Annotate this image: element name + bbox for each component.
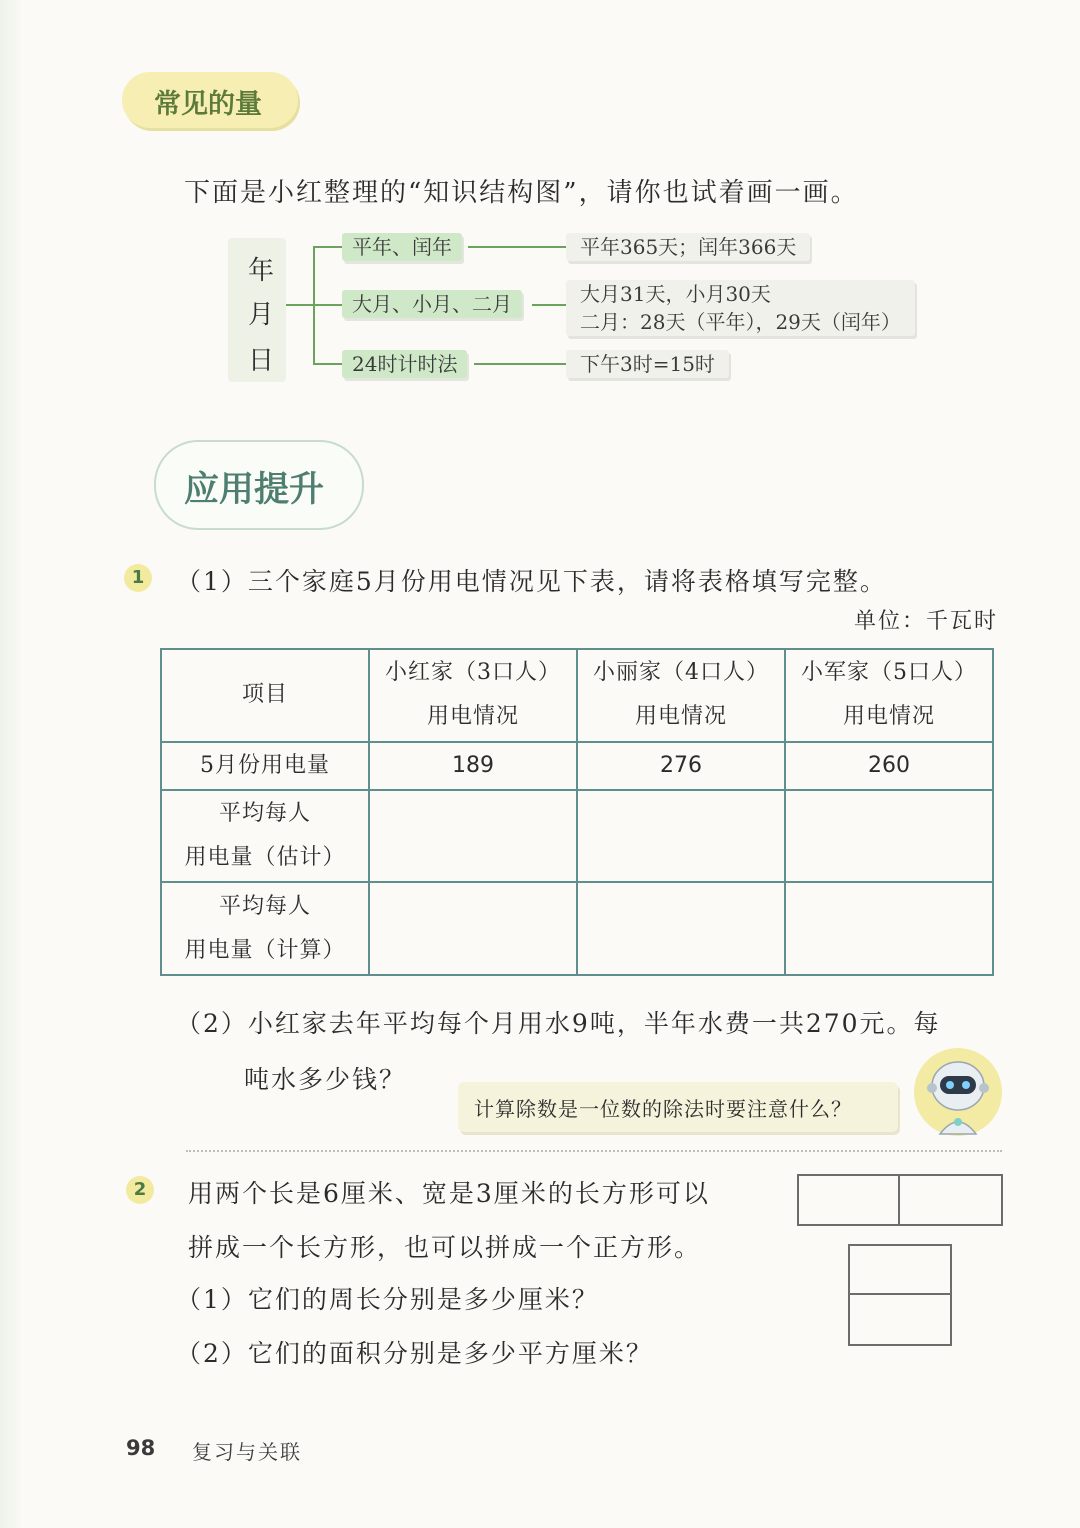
- table-row: [161, 742, 993, 790]
- table-cell-value: 276: [577, 742, 785, 790]
- combined-rectangle-figure: [797, 1174, 1003, 1226]
- section-title: 应用提升: [184, 470, 325, 510]
- intro-text: 下面是小红整理的“知识结构图”，请你也试着画一画。: [184, 178, 859, 208]
- map-leaf-days-in-year: [566, 233, 810, 261]
- connector-line: [468, 246, 568, 248]
- figure-divider: [848, 1293, 950, 1295]
- table-cell-value: 189: [369, 742, 577, 790]
- q1-part2-line1: （2）小红家去年平均每个月用水9吨，半年水费一共270元。每: [176, 1009, 941, 1038]
- connector-line: [286, 304, 314, 306]
- connector-line: [313, 304, 343, 306]
- map-node-24h: 24时计时法: [342, 350, 467, 378]
- row-label-line: 平均每人: [218, 801, 311, 827]
- row-label-line: 用电量（计算）: [184, 937, 346, 963]
- row-label-line: 用电量（估计）: [184, 845, 346, 871]
- hint-text: 计算除数是一位数的除法时要注意什么？: [474, 1097, 852, 1121]
- row-label-line: 平均每人: [218, 893, 311, 919]
- hint-speech-bubble: [458, 1082, 898, 1132]
- column-family: 小红家（3口人）: [385, 660, 561, 686]
- figure-divider: [898, 1174, 900, 1224]
- table-row: [161, 882, 993, 975]
- row-label: [161, 882, 369, 975]
- map-leaf-text: 平年365天；闰年366天: [580, 235, 797, 259]
- page-footer-section: 复习与关联: [192, 1440, 302, 1464]
- page-number: 98: [126, 1436, 156, 1460]
- table-cell-value: 260: [785, 742, 993, 790]
- electricity-table: [160, 648, 994, 976]
- map-leaf-text: 大月31天，小月30天: [580, 282, 771, 306]
- section-divider: [186, 1150, 1002, 1152]
- map-node-months: 大月、小月、二月: [342, 290, 522, 318]
- section-title-badge: [154, 440, 364, 530]
- connector-line: [532, 304, 568, 306]
- root-char-month: 月: [248, 300, 275, 330]
- connector-line: [313, 363, 343, 365]
- map-node-leap-year: 平年、闰年: [342, 233, 462, 261]
- table-cell-empty[interactable]: [577, 790, 785, 883]
- combined-square-figure: [848, 1244, 952, 1346]
- q2-line1: 用两个长是6厘米、宽是3厘米的长方形可以: [188, 1179, 710, 1208]
- map-leaf-text: 二月：28天（平年），29天（闰年）: [580, 310, 901, 334]
- table-cell-empty[interactable]: [369, 882, 577, 975]
- table-header-cell: [785, 649, 993, 742]
- question-number-2: 2: [126, 1176, 154, 1204]
- row-label: 5月份用电量: [161, 742, 369, 790]
- q1-part2-line2: 吨水多少钱？: [244, 1065, 407, 1094]
- root-char-day: 日: [248, 346, 275, 376]
- table-cell-empty[interactable]: [369, 790, 577, 883]
- q2-sub1: （1）它们的周长分别是多少厘米？: [176, 1285, 599, 1314]
- connector-line: [313, 246, 343, 248]
- table-cell-empty[interactable]: [785, 790, 993, 883]
- page-spine-shadow: [0, 0, 22, 1528]
- table-header-cell: [577, 649, 785, 742]
- column-family: 小军家（5口人）: [801, 660, 977, 686]
- map-leaf-text: 下午3时=15时: [580, 352, 715, 376]
- q2-line2: 拼成一个长方形，也可以拼成一个正方形。: [188, 1233, 702, 1262]
- root-char-year: 年: [248, 256, 275, 286]
- q1-part1-text: （1）三个家庭5月份用电情况见下表，请将表格填写完整。: [176, 567, 887, 596]
- table-header-cell: [369, 649, 577, 742]
- robot-mascot-icon: [912, 1046, 1004, 1138]
- table-header-item: 项目: [161, 649, 369, 742]
- table-cell-empty[interactable]: [785, 882, 993, 975]
- map-leaf-time-example: [566, 350, 729, 378]
- table-row: [161, 790, 993, 883]
- column-sub: 用电情况: [842, 704, 935, 730]
- q2-sub2: （2）它们的面积分别是多少平方厘米？: [176, 1339, 653, 1368]
- table-cell-empty[interactable]: [577, 882, 785, 975]
- connector-line: [474, 363, 568, 365]
- table-unit: 单位：千瓦时: [853, 609, 998, 634]
- map-leaf-days-in-month: [566, 280, 915, 336]
- column-sub: 用电情况: [426, 704, 519, 730]
- topic-tag: [122, 72, 298, 128]
- question-number-1: 1: [124, 564, 152, 592]
- row-label: [161, 790, 369, 883]
- column-family: 小丽家（4口人）: [593, 660, 769, 686]
- column-sub: 用电情况: [634, 704, 727, 730]
- table-header-row: [161, 649, 993, 742]
- topic-tag-label: 常见的量: [154, 89, 262, 120]
